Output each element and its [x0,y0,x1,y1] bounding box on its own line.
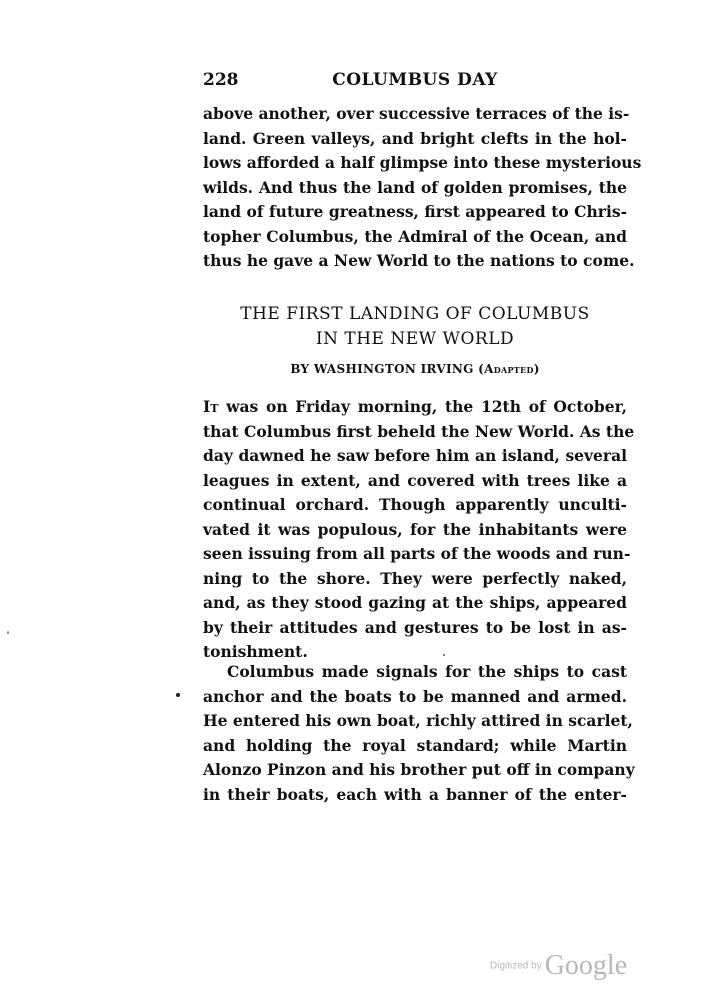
page-header [203,70,627,98]
text-line: thus he gave a New World to the nations to come. [203,251,635,270]
text-line: continual orchard. Though apparently unculti- [203,495,627,514]
margin-speck [176,693,180,697]
text-line: lows afforded a half glimpse into these mysterious [203,153,642,172]
paragraph-continued [203,102,642,274]
text-line: ning to the shore. They were perfectly naked, [203,568,627,588]
digitized-watermark [490,950,650,986]
text-line: topher Columbus, the Admiral of the Ocean, and [203,226,627,246]
page-number: 228 [203,70,239,90]
section-title-line: THE FIRST LANDING OF COLUMBUS [240,304,590,324]
text-line: that Columbus first beheld the New World. As the [203,421,635,441]
text-line: tonishment. [203,642,308,661]
text-line: above another, over successive terraces of the is- [203,104,630,123]
text-line: land. Green valleys, and bright clefts in the hol- [203,128,627,148]
text-line: vated it was populous, for the inhabitants were [203,519,627,539]
watermark-logo: Google [544,950,628,981]
text-line: Columbus made signals for the ships to cast [227,662,627,681]
text-line: He entered his own boat, richly attired in scarlet, [203,711,633,730]
margin-speck [7,631,9,634]
text-line: day dawned he saw before him an island, several [203,446,627,465]
text-line: wilds. And thus the land of golden promises, the [203,177,627,197]
text-line: and holding the royal standard; while Martin [203,735,627,755]
paragraph [203,660,635,807]
byline-author: BY WASHINGTON IRVING [290,362,474,376]
paragraph-opening [203,395,635,665]
text-line: Alonzo Pinzon and his brother put off in company [203,760,635,779]
section-title [203,302,627,352]
margin-speck [443,654,445,656]
byline-note: (Adapted) [478,362,540,376]
text-line-first [203,395,627,420]
first-line-text: was on Friday morning, the 12th of October, [218,397,627,416]
text-line: in their boats, each with a banner of the enter- [203,784,627,804]
text-line: leagues in extent, and covered with trees like a [203,470,627,490]
drop-cap: It [203,397,219,416]
watermark-caption: Digitized by [490,960,542,972]
text-line: land of future greatness, first appeared to Chris- [203,202,627,221]
byline [203,362,627,376]
text-line: by their attitudes and gestures to be lost in as- [203,617,627,637]
running-head: COLUMBUS DAY [332,70,498,90]
text-line: and, as they stood gazing at the ships, appeared [203,593,627,612]
text-line: seen issuing from all parts of the woods and run- [203,544,631,563]
section-title-line: IN THE NEW WORLD [315,329,515,349]
text-line: anchor and the boats to be manned and armed. [203,686,627,706]
